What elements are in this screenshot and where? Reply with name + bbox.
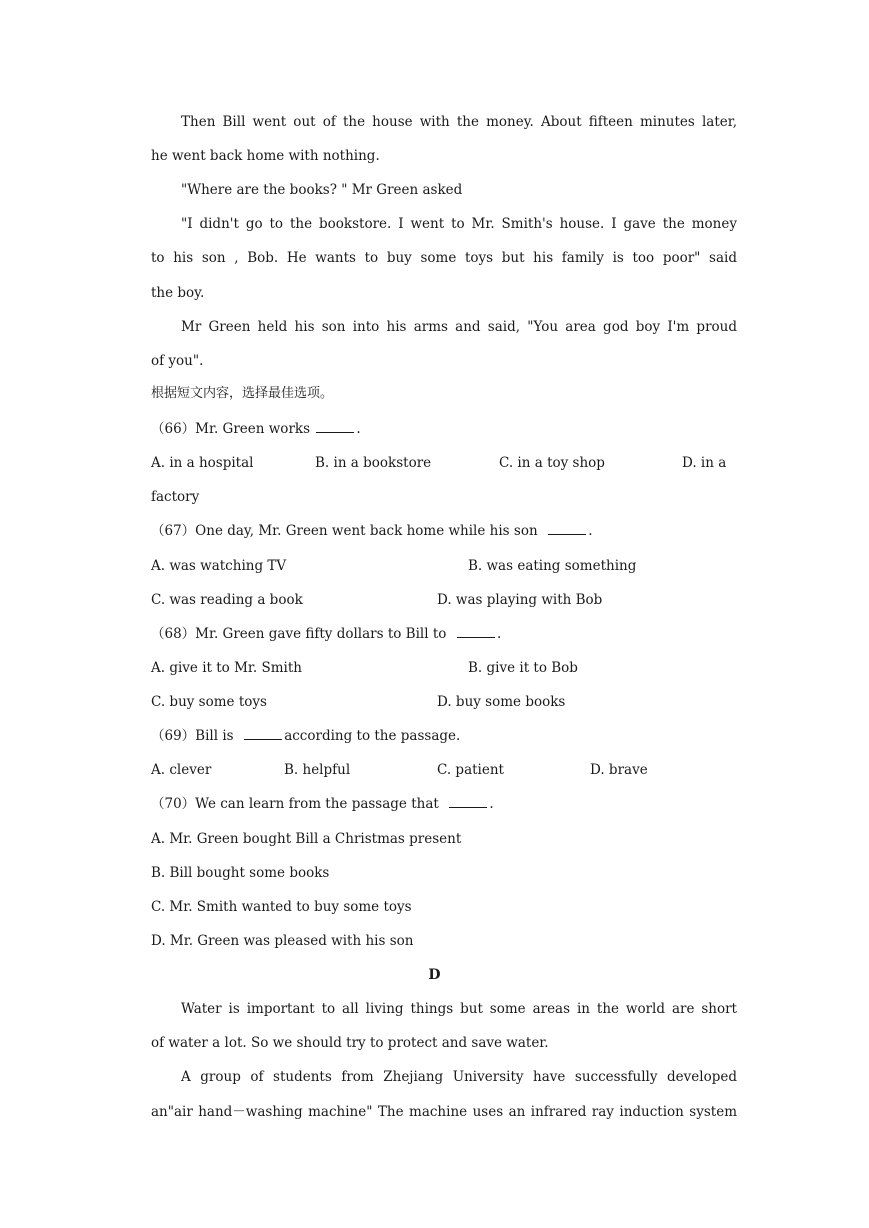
passage-line: to his son , Bob. He wants to buy some toys but his family is too poor" said — [151, 250, 737, 266]
instruction-text: 根据短文内容，选择最佳选项。 — [151, 386, 334, 401]
option-b: B. give it to Bob — [468, 660, 578, 676]
answer-blank — [548, 520, 586, 535]
option-a: A. was watching TV — [151, 558, 287, 574]
question-stem-end: . — [356, 421, 361, 437]
answer-blank — [316, 418, 354, 433]
answer-blank — [457, 623, 495, 638]
option-c: C. buy some toys — [151, 694, 267, 710]
question-68 — [151, 623, 737, 645]
passage-line: he went back home with nothing. — [151, 148, 380, 164]
answer-blank — [449, 793, 487, 808]
section-heading: D — [428, 967, 441, 983]
passage-line: "Where are the books? " Mr Green asked — [181, 182, 463, 198]
option-a: A. in a hospital — [151, 455, 254, 471]
option-d: D. in a — [682, 455, 727, 471]
question-stem: （67）One day, Mr. Green went back home while his son — [151, 523, 538, 539]
question-stem: （70）We can learn from the passage that — [151, 796, 439, 812]
option-b: B. was eating something — [468, 558, 637, 574]
option-c: C. patient — [437, 762, 504, 778]
passage-line: Then Bill went out of the house with the money. About fifteen minutes later, — [181, 114, 737, 130]
option-c: C. in a toy shop — [499, 455, 605, 471]
option-a: A. Mr. Green bought Bill a Christmas present — [151, 831, 462, 847]
question-stem-end: according to the passage. — [284, 728, 461, 744]
question-stem: （66）Mr. Green works — [151, 421, 311, 437]
question-stem: （68）Mr. Green gave fifty dollars to Bill to — [151, 626, 447, 642]
question-66 — [151, 418, 737, 440]
question-70 — [151, 793, 737, 815]
option-b: B. Bill bought some books — [151, 865, 330, 881]
passage-line: "I didn't go to the bookstore. I went to Mr. Smith's house. I gave the money — [181, 216, 737, 232]
option-c: C. was reading a book — [151, 592, 303, 608]
question-67 — [151, 520, 737, 542]
passage-line: Water is important to all living things but some areas in the world are short — [181, 1001, 737, 1017]
question-stem: （69）Bill is — [151, 728, 234, 744]
question-stem-end: . — [489, 796, 494, 812]
option-b: B. in a bookstore — [315, 455, 432, 471]
option-d-wrap: factory — [151, 489, 200, 505]
option-a: A. clever — [151, 762, 212, 778]
passage-line: Mr Green held his son into his arms and said, "You area god boy I'm proud — [181, 319, 737, 335]
question-stem-end: . — [496, 626, 502, 642]
passage-line: the boy. — [151, 285, 205, 301]
answer-blank — [244, 725, 282, 740]
option-b: B. helpful — [284, 762, 351, 778]
passage-line: A group of students from Zhejiang University have successfully developed — [181, 1069, 737, 1085]
option-d: D. buy some books — [437, 694, 566, 710]
option-d: D. brave — [590, 762, 648, 778]
option-d: D. was playing with Bob — [437, 592, 603, 608]
question-stem-end: . — [588, 523, 593, 539]
option-c: C. Mr. Smith wanted to buy some toys — [151, 899, 412, 915]
question-69 — [151, 725, 737, 747]
option-d: D. Mr. Green was pleased with his son — [151, 933, 414, 949]
passage-line: an"air hand－washing machine" The machine uses an infrared ray induction system — [151, 1104, 737, 1120]
passage-line: of you". — [151, 353, 204, 369]
option-a: A. give it to Mr. Smith — [151, 660, 302, 676]
passage-line: of water a lot. So we should try to protect and save water. — [151, 1035, 549, 1051]
